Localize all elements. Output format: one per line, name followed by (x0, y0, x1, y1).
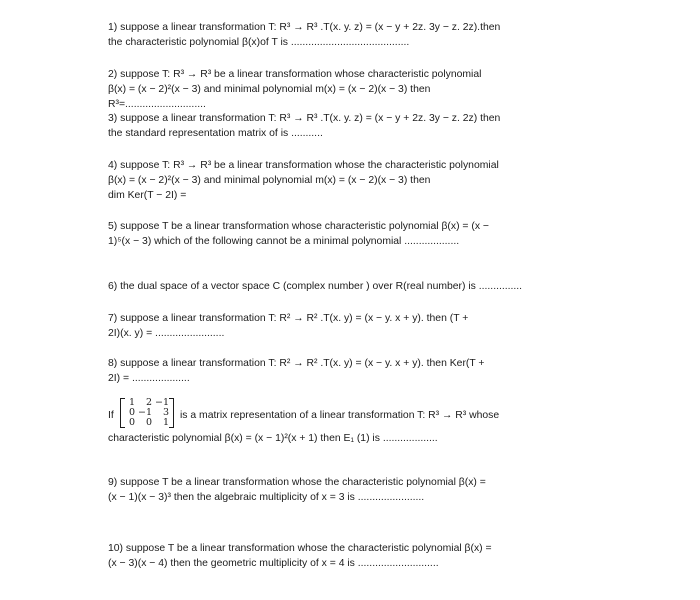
question-10 (108, 541, 563, 571)
matrix-question (108, 398, 578, 430)
question-9-line-2: (x − 1)(x − 3)³ then the algebraic multiplicity of x = 3 is ....................... (108, 492, 425, 503)
question-7-line-2: 2I)(x. y) = ........................ (108, 328, 225, 339)
question-10-line-2: (x − 3)(x − 4) then the geometric multiplicity of x = 4 is ............................ (108, 558, 439, 569)
question-10-line-1: 10) suppose T be a linear transformation whose the characteristic polynomial β(x) = (108, 543, 492, 554)
matrix-question-tail: characteristic polynomial β(x) = (x − 1)²(x + 1) then E₁ (1) is ................... (108, 433, 438, 444)
matrix-cell: −1 (155, 397, 170, 408)
question-4-line-2: β(x) = (x − 2)²(x − 3) and minimal polynomial m(x) = (x − 2)(x − 3) then (108, 175, 431, 186)
question-6 (108, 279, 563, 294)
matrix-cell: 1 (128, 397, 135, 408)
matrix-cell: 1 (162, 417, 169, 428)
question-9 (108, 475, 563, 505)
question-4 (108, 158, 563, 203)
question-8-line-2: 2I) = .................... (108, 373, 190, 384)
matrix-representation (120, 398, 174, 428)
question-1-line-1: 1) suppose a linear transformation T: R³ → R³ .T(x. y. z) = (x − y + 2z. 3y − z. 2z).then (108, 22, 501, 33)
question-3-line-1: 3) suppose a linear transformation T: R³ → R³ .T(x. y. z) = (x − y + 2z. 3y − z. 2z) then (108, 113, 501, 124)
question-7 (108, 311, 563, 341)
question-3-line-2: the standard representation matrix of is ........... (108, 128, 323, 139)
matrix-cell: 0 (128, 417, 135, 428)
question-9-line-1: 9) suppose T be a linear transformation whose the characteristic polynomial β(x) = (108, 477, 486, 488)
question-2 (108, 67, 563, 112)
matrix-question-description: is a matrix representation of a linear transformation T: R³ → R³ whose (180, 410, 500, 421)
question-1 (108, 20, 563, 50)
question-8-line-1: 8) suppose a linear transformation T: R² → R² .T(x. y) = (x − y. x + y). then Ker(T + (108, 358, 485, 369)
question-4-line-1: 4) suppose T: R³ → R³ be a linear transformation whose the characteristic polynomial (108, 160, 499, 171)
question-7-line-1: 7) suppose a linear transformation T: R² → R² .T(x. y) = (x − y. x + y). then (T + (108, 313, 469, 324)
matrix-cell: −1 (138, 407, 153, 418)
question-1-line-2: the characteristic polynomial β(x)of T is ......................................... (108, 37, 410, 48)
question-5-line-2: 1)⁵(x − 3) which of the following cannot be a minimal polynomial ................... (108, 236, 460, 247)
question-2-line-2: β(x) = (x − 2)²(x − 3) and minimal polynomial m(x) = (x − 2)(x − 3) then (108, 84, 431, 95)
question-5-line-1: 5) suppose T be a linear transformation whose characteristic polynomial β(x) = (x − (108, 221, 489, 232)
matrix-cell: 3 (162, 407, 169, 418)
question-3 (108, 111, 563, 141)
question-2-line-1: 2) suppose T: R³ → R³ be a linear transformation whose characteristic polynomial (108, 69, 482, 80)
matrix-cell: 0 (128, 407, 135, 418)
matrix-cell: 2 (145, 397, 152, 408)
question-4-line-3: dim Ker(T − 2I) = (108, 190, 187, 201)
question-8 (108, 356, 563, 386)
question-2-line-3: R³=............................ (108, 99, 206, 110)
matrix-question-prefix: If (108, 410, 114, 421)
question-6-line-1: 6) the dual space of a vector space C (complex number ) over R(real number) is ............... (108, 281, 523, 292)
question-5 (108, 219, 563, 249)
matrix-cell: 0 (145, 417, 152, 428)
